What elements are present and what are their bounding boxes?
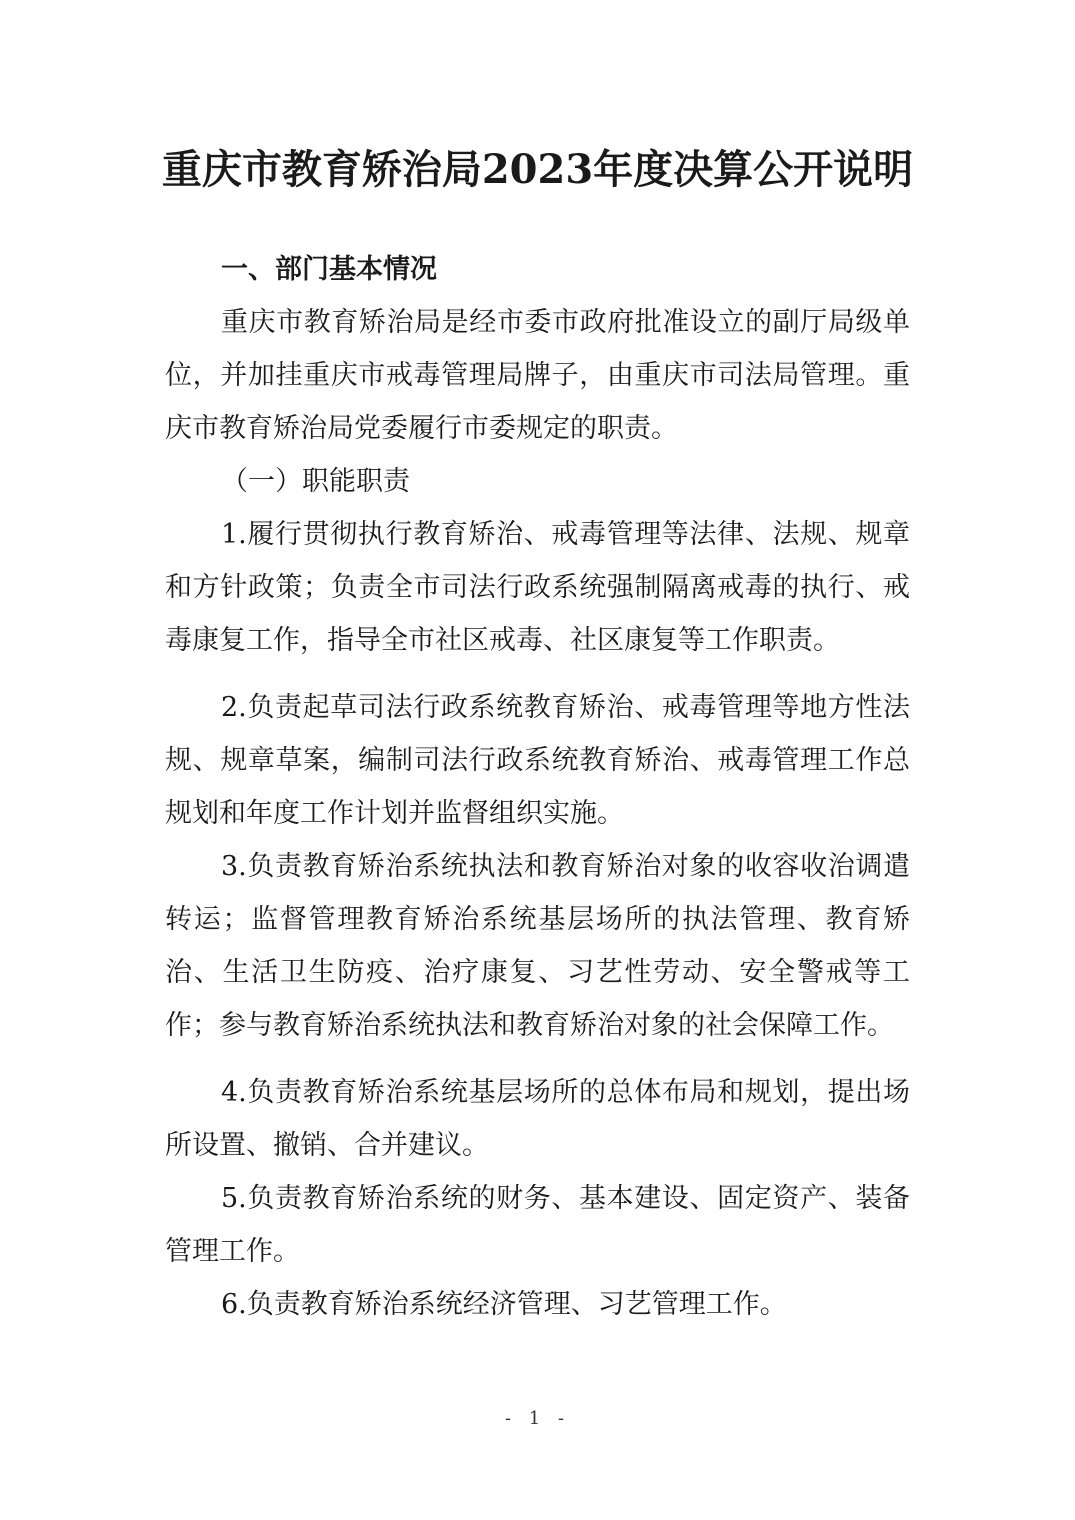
document-title: 重庆市教育矫治局2023年度决算公开说明 (161, 146, 914, 193)
section-heading: 一、部门基本情况 (221, 254, 437, 285)
page-number: - 1 - (504, 1408, 571, 1429)
duty-item-1: 1.履行贯彻执行教育矫治、戒毒管理等法律、法规、规章和方针政策；负责全市司法行政系统强制隔离戒毒的执行、戒毒康复工作，指导全市社区戒毒、社区康复等工作职责。 (165, 519, 910, 656)
duty-item-6: 6.负责教育矫治系统经济管理、习艺管理工作。 (221, 1289, 787, 1320)
duty-item-4: 4.负责教育矫治系统基层场所的总体布局和规划，提出场所设置、撤销、合并建议。 (165, 1077, 910, 1161)
sub-heading: （一）职能职责 (221, 466, 410, 497)
intro-paragraph: 重庆市教育矫治局是经市委市政府批准设立的副厅局级单位，并加挂重庆市戒毒管理局牌子，由重庆市司法局管理。重庆市教育矫治局党委履行市委规定的职责。 (165, 307, 910, 444)
duty-item-2: 2.负责起草司法行政系统教育矫治、戒毒管理等地方性法规、规章草案，编制司法行政系统教育矫治、戒毒管理工作总规划和年度工作计划并监督组织实施。 (165, 692, 910, 829)
duty-item-3: 3.负责教育矫治系统执法和教育矫治对象的收容收治调遣转运；监督管理教育矫治系统基层场所的执法管理、教育矫治、生活卫生防疫、治疗康复、习艺性劳动、安全警戒等工作；参与教育矫治系统执法和教育矫治对象的社会保障工作。 (165, 851, 910, 1041)
duty-item-5: 5.负责教育矫治系统的财务、基本建设、固定资产、装备管理工作。 (165, 1183, 910, 1267)
document-body (165, 243, 910, 1331)
